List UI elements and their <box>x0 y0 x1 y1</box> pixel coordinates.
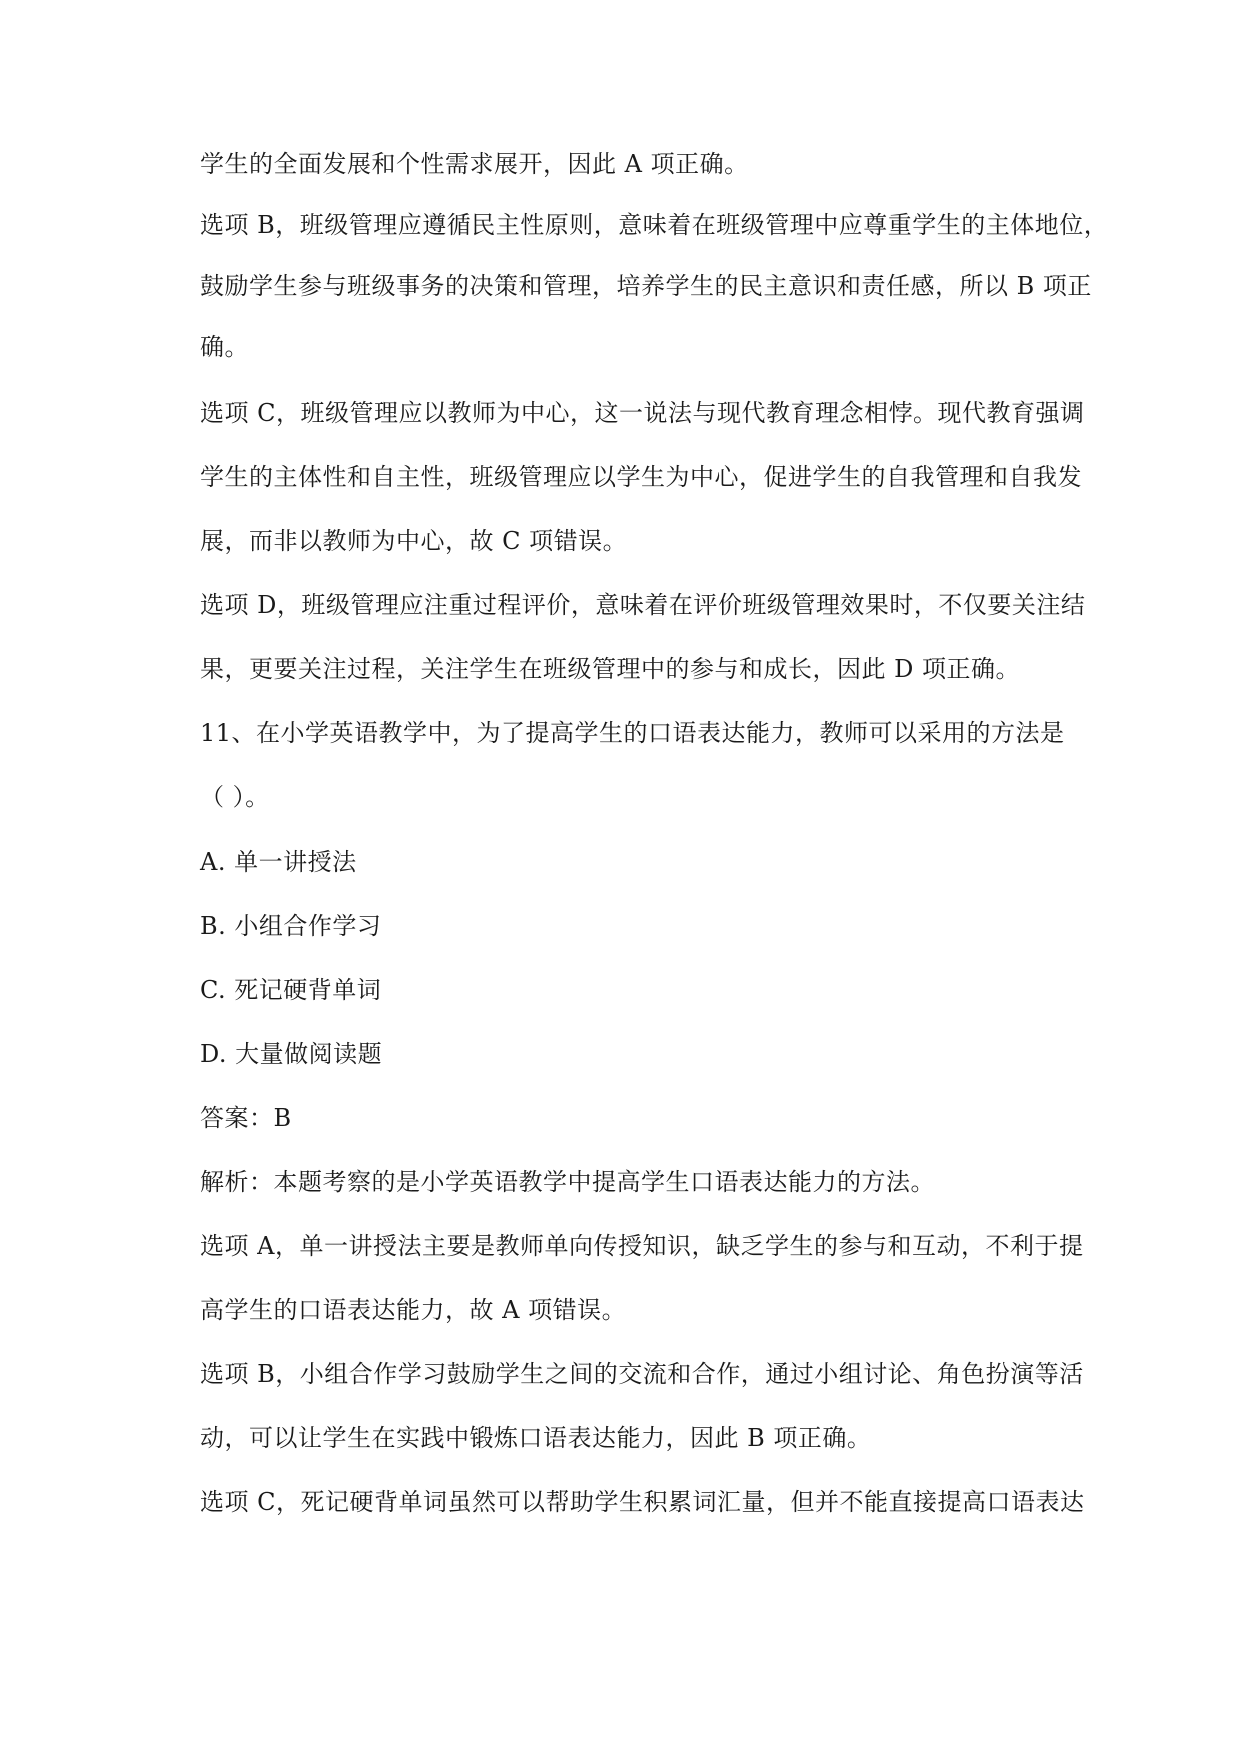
question-stem: 11、在小学英语教学中，为了提高学生的口语表达能力，教师可以采用的方法是 <box>200 719 1065 747</box>
text-line: 选项 C，班级管理应以教师为中心，这一说法与现代教育理念相悖。现代教育强调 <box>200 399 1085 427</box>
question-blank: （ ）。 <box>200 783 270 811</box>
option-d: D. 大量做阅读题 <box>200 1040 383 1068</box>
text-line: 学生的主体性和自主性，班级管理应以学生为中心，促进学生的自我管理和自我发 <box>200 463 1082 491</box>
text-line: 果，更要关注过程，关注学生在班级管理中的参与和成长，因此 D 项正确。 <box>200 655 1020 683</box>
analysis-intro: 解析：本题考察的是小学英语教学中提高学生口语表达能力的方法。 <box>200 1168 935 1196</box>
text-line: 学生的全面发展和个性需求展开，因此 A 项正确。 <box>200 150 749 178</box>
option-a: A. 单一讲授法 <box>200 848 357 876</box>
text-line: 选项 B，班级管理应遵循民主性原则，意味着在班级管理中应尊重学生的主体地位， <box>200 211 1109 239</box>
text-line: 选项 D，班级管理应注重过程评价，意味着在评价班级管理效果时，不仅要关注结 <box>200 591 1086 619</box>
answer-line: 答案：B <box>200 1104 292 1132</box>
text-line: 高学生的口语表达能力，故 A 项错误。 <box>200 1296 627 1324</box>
text-line: 选项 A，单一讲授法主要是教师单向传授知识，缺乏学生的参与和互动，不利于提 <box>200 1232 1084 1260</box>
text-line: 选项 C，死记硬背单词虽然可以帮助学生积累词汇量，但并不能直接提高口语表达 <box>200 1488 1085 1516</box>
text-line: 确。 <box>200 333 249 361</box>
text-line: 鼓励学生参与班级事务的决策和管理，培养学生的民主意识和责任感，所以 B 项正 <box>200 272 1092 300</box>
text-line: 展，而非以教师为中心，故 C 项错误。 <box>200 527 628 555</box>
text-line: 选项 B，小组合作学习鼓励学生之间的交流和合作，通过小组讨论、角色扮演等活 <box>200 1360 1084 1388</box>
option-c: C. 死记硬背单词 <box>200 976 382 1004</box>
option-b: B. 小组合作学习 <box>200 912 382 940</box>
text-line: 动，可以让学生在实践中锻炼口语表达能力，因此 B 项正确。 <box>200 1424 872 1452</box>
